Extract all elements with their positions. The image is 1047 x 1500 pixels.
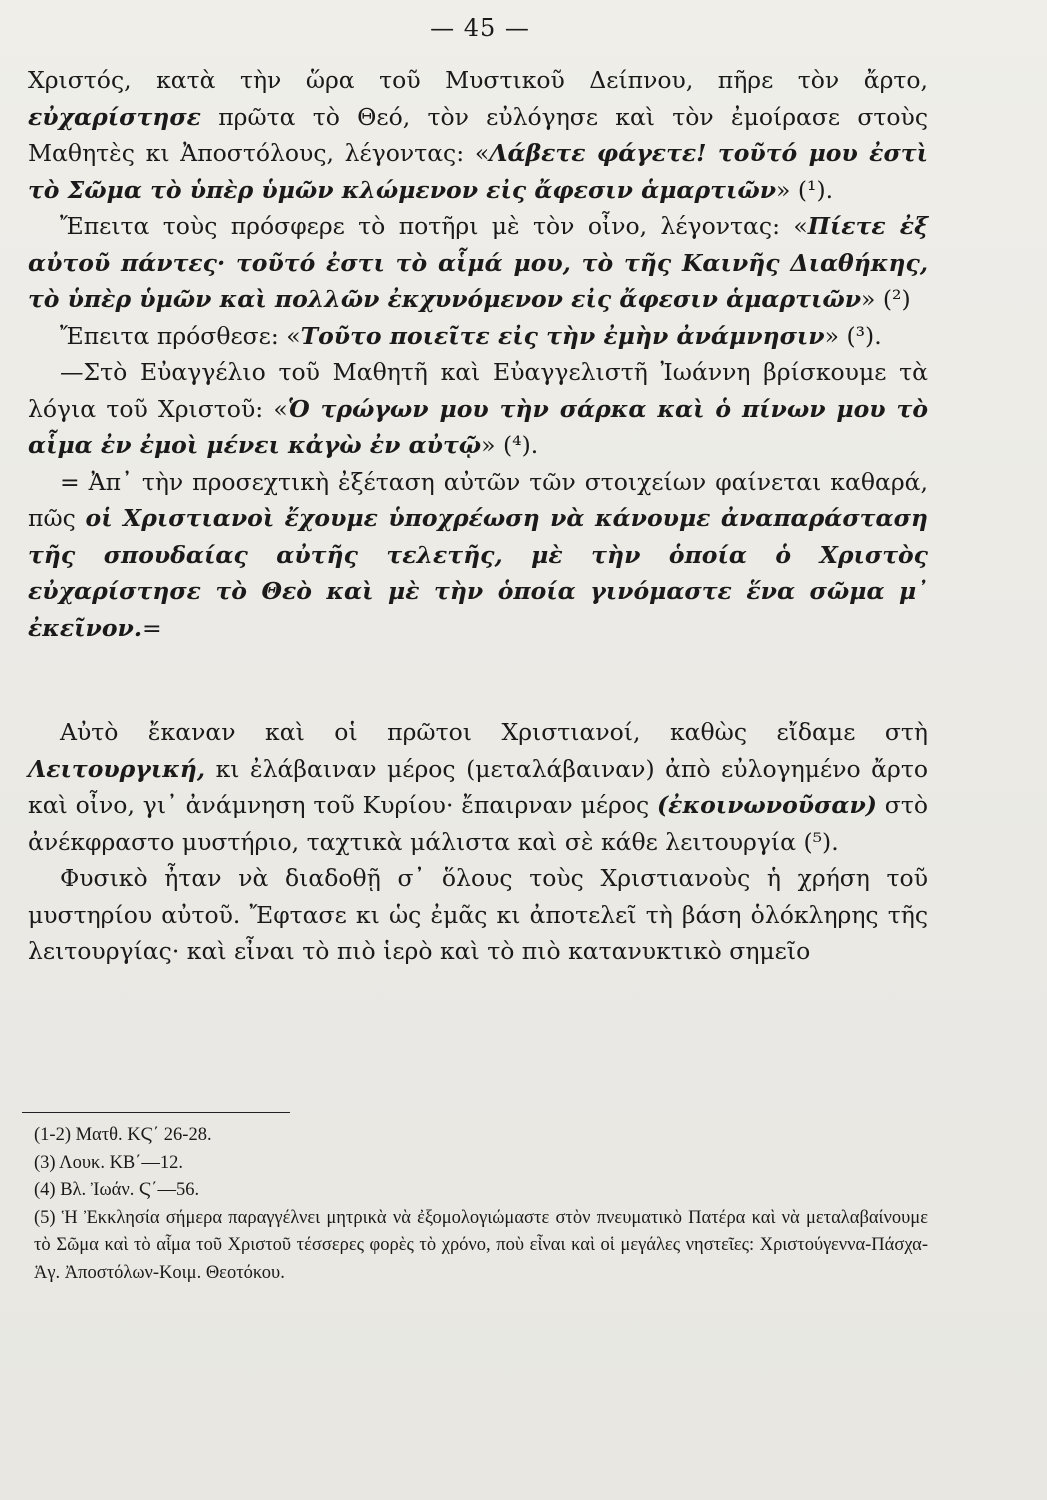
paragraph <box>28 464 928 647</box>
footnote: (3) Λουκ. ΚΒ΄—12. <box>34 1152 184 1173</box>
text-run: » <box>481 431 504 459</box>
text-run: Φυσικὸ ἦταν νὰ διαδοθῇ σ᾽ ὅλους τοὺς Χριστιανοὺς ἡ χρήση τοῦ μυστηρίου αὐτοῦ. Ἔφτασε κι ὡς ἐμᾶς κι ἀποτελεῖ τὴ βάση ὁλόκληρης τῆς λειτουργίας· καὶ εἶναι τὸ πιὸ ἱερὸ καὶ τὸ πιὸ κατανυκτικὸ σημεῖο <box>28 864 928 965</box>
text-run: » <box>824 321 847 350</box>
text-run: » <box>776 175 798 204</box>
page-number: — 45 — <box>430 14 530 42</box>
emphasis-run: (ἐκοινωνοῦσαν) <box>657 791 877 819</box>
text-run: . <box>825 175 834 204</box>
footnote-ref: (²) <box>882 285 911 313</box>
emphasis-run: Ὁ τρώγων μου τὴν σάρκα καὶ ὁ πίνων μου τὸ αἷμα ἐν ἐμοὶ μένει κἀγὼ ἐν αὐτῷ <box>28 394 928 459</box>
text-run: κι ἐλάβαιναν μέρος (μεταλάβαιναν) ἀπὸ εὐλογημένο ἄρτο καὶ οἶνο, γι᾽ ἀνάμνηση τοῦ Κυρίου· ἔπαιρναν μέρος <box>28 754 928 819</box>
text-run: = Ἀπ᾽ τὴν προσεχτικὴ ἐξέταση αὐτῶν τῶν στοιχείων φαίνεται καθαρά, πῶς <box>28 467 928 532</box>
emphasis-run: Τοῦτο ποιεῖτε εἰς τὴν ἐμὴν ἀνάμνησιν <box>300 321 825 350</box>
emphasis-run: Πίετε ἐξ αὐτοῦ πάντες· τοῦτό ἐστι τὸ αἷμά μου, τὸ τῆς Καινῆς Διαθήκης, τὸ ὑπὲρ ὑμῶν καὶ πολλῶν ἐκχυνόμενον εἰς ἄφεσιν ἁμαρτιῶν <box>28 212 928 313</box>
text-run: Ἔπειτα τοὺς πρόσφερε τὸ ποτῆρι μὲ τὸν οἶνο, λέγοντας: « <box>60 212 808 240</box>
footnote-ref: (³) <box>846 321 875 350</box>
footnote: (5) Ἡ Ἐκκλησία σήμερα παραγγέλνει μητρικὰ νὰ ἐξομολογιώμαστε στὸν πνευματικὸ Πατέρα καὶ νὰ μεταλαβαίνουμε τὸ Σῶμα καὶ τὸ αἷμα τοῦ Χριστοῦ τέσσερες φορὲς τὸ χρόνο, ποὺ εἶναι καὶ οἱ μεγάλες νηστεῖες: Χριστούγεννα-Πάσχα-Ἁγ. Ἀποστόλων-Κοιμ. Θεοτόκου. <box>34 1207 928 1283</box>
text-run: . <box>831 827 839 856</box>
emphasis-run: Λάβετε φάγετε! τοῦτό μου ἐστὶ τὸ Σῶμα τὸ ὑπὲρ ὑμῶν κλώμενον εἰς ἄφεσιν ἁμαρτιῶν <box>28 139 928 204</box>
text-run: στὸ ἀνέκφραστο μυστήριο, ταχτικὰ μάλιστα καὶ σὲ κάθε λειτουργία <box>28 791 928 856</box>
paragraph <box>28 208 928 318</box>
paragraph <box>28 318 928 355</box>
emphasis-run: οἱ Χριστιανοὶ ἔχουμε ὑποχρέωση νὰ κάνουμε ἀναπαράσταση τῆς σπουδαίας αὐτῆς τελετῆς, μὲ τὴν ὁποία ὁ Χριστὸς εὐχαρίστησε τὸ Θεὸ καὶ μὲ τὴν ὁποία γινόμαστε ἕνα σῶμα μ᾽ ἐκεῖνον. <box>28 504 928 642</box>
footnote-ref: (⁴) <box>503 431 531 459</box>
emphasis-run: εὐχαρίστησε <box>28 102 201 131</box>
paragraph-gap <box>28 646 928 714</box>
footnote-ref: (¹) <box>797 175 826 204</box>
text-run: = <box>142 613 162 642</box>
text-run: Χριστός, κατὰ τὴν ὥρα τοῦ Μυστικοῦ Δείπνου, πῆρε τὸν ἄρτο, <box>28 66 928 94</box>
text-run: . <box>530 431 539 459</box>
paragraph <box>28 62 928 208</box>
paragraph <box>28 714 928 860</box>
paragraph <box>28 860 928 970</box>
text-run: —Στὸ Εὐαγγέλιο τοῦ Μαθητῆ καὶ Εὐαγγελιστῆ Ἰωάννη βρίσκουμε τὰ λόγια τοῦ Χριστοῦ: « <box>28 358 928 423</box>
footnote: (4) Βλ. Ἰωάν. Ϛ΄—56. <box>34 1180 200 1200</box>
emphasis-run: Λειτουργική, <box>28 754 206 783</box>
body-text <box>28 62 928 970</box>
text-run: Ἔπειτα πρόσθεσε: « <box>60 321 301 350</box>
text-run: Αὐτὸ ἔκαναν καὶ οἱ πρῶτοι Χριστιανοί, καθὼς εἴδαμε στὴ <box>60 718 928 746</box>
text-run: πρῶτα τὸ Θεό, τὸν εὐλόγησε καὶ τὸν ἐμοίρασε στοὺς Μαθητὲς κι Ἀποστόλους, λέγοντας: « <box>28 102 928 167</box>
footnotes <box>8 1122 928 1287</box>
footnote-ref: (⁵) <box>803 827 832 856</box>
text-run: » <box>861 285 883 313</box>
footnote-divider <box>22 1112 290 1113</box>
footnote: (1-2) Ματθ. ΚϚ΄ 26-28. <box>34 1125 212 1145</box>
paragraph <box>28 354 928 464</box>
text-run: . <box>874 321 882 350</box>
